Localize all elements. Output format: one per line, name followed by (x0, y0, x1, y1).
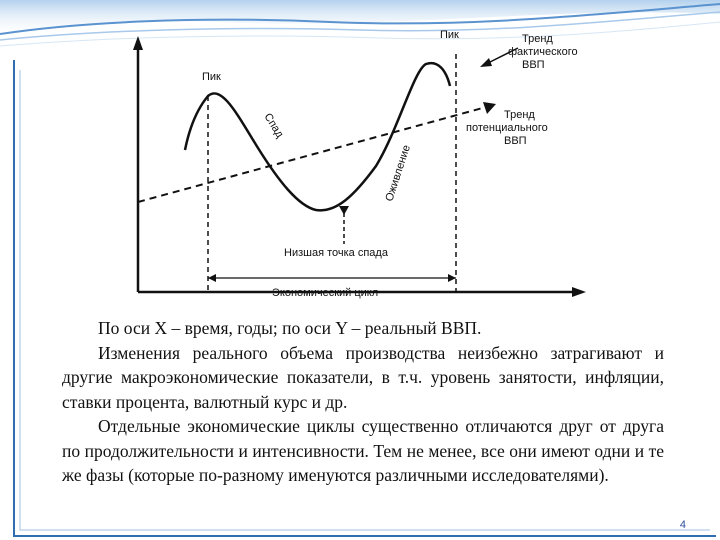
page-number: 4 (679, 519, 686, 531)
label-trough: Низшая точка спада (284, 247, 388, 259)
label-recovery: Оживление (383, 143, 413, 203)
label-cycle: Экономический цикл (272, 287, 379, 299)
cycle-arrow-left (208, 274, 216, 282)
slide-body-text (62, 316, 664, 488)
label-actual-trend: Тренд фактического ВВП (508, 33, 578, 71)
axis-description: По оси X – время, годы; по оси Y – реальный ВВП. (98, 318, 482, 338)
x-axis-arrow (572, 287, 586, 297)
label-peak-right: Пик (440, 30, 459, 41)
label-recession: Спад (261, 111, 286, 141)
economic-cycle-diagram (130, 30, 590, 300)
y-axis-arrow (133, 36, 143, 50)
actual-trend-pointer-head (480, 58, 492, 67)
paragraph-cycles: Отдельные экономические циклы существенно отличаются друг от друга по продолжительности и интенсивности. Тем не менее, все они имеют одни и те же фазы (которые по-разному именуются различными исследователями). (62, 416, 664, 485)
potential-trend-arrow (483, 102, 496, 114)
label-peak-left: Пик (202, 71, 221, 83)
paragraph-changes: Изменения реального объема производства неизбежно затрагивают и другие макроэкономические показатели, в т.ч. уровень занятости, инфляции, ставки процента, валютный курс и др. (62, 342, 664, 412)
cycle-arrow-right (448, 274, 456, 282)
label-potential-trend: Тренд потенциального ВВП (466, 109, 548, 147)
trough-marker (339, 206, 349, 215)
potential-gdp-trend-line (138, 106, 490, 202)
actual-gdp-curve (185, 63, 450, 210)
